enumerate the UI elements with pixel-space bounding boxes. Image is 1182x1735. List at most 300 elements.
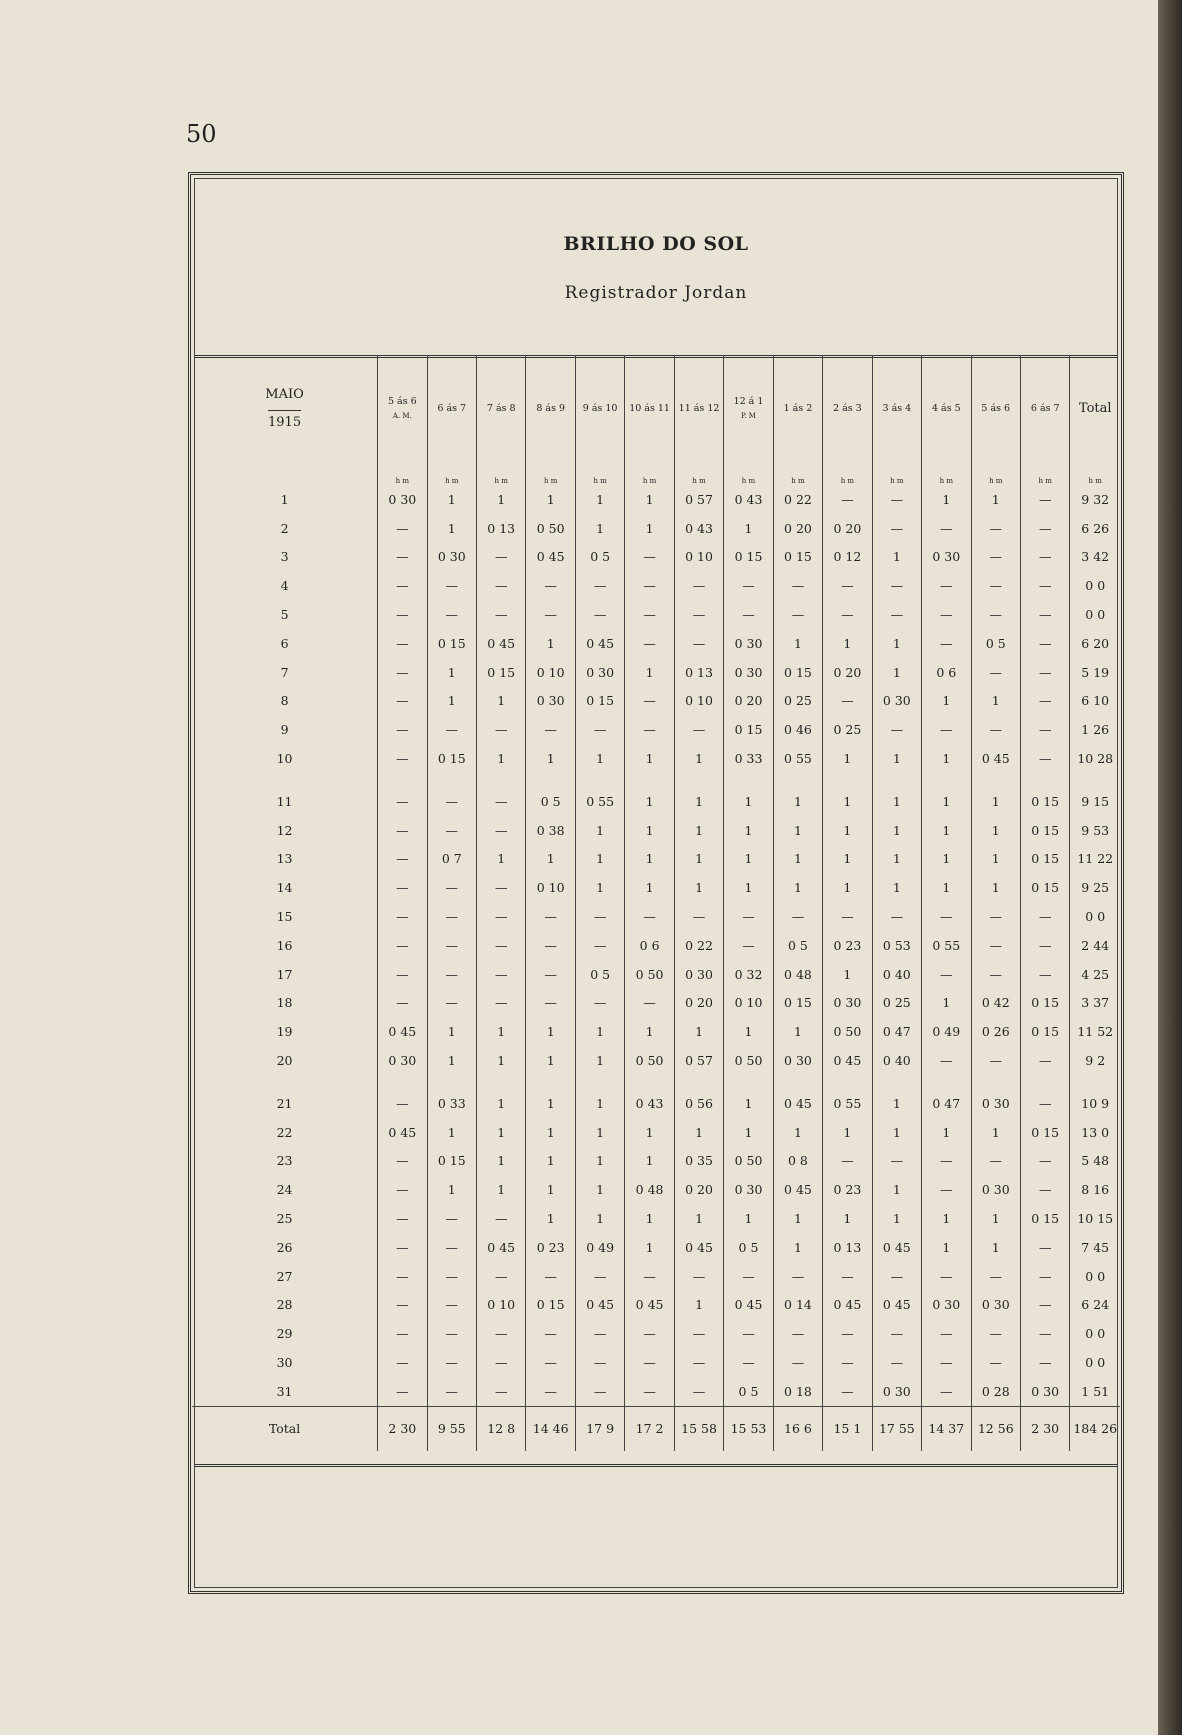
- year-label: 1915: [268, 410, 301, 435]
- sunshine-cell: 0 30: [724, 629, 773, 658]
- sunshine-cell: 1: [477, 1017, 526, 1046]
- row-total-cell: 0 0: [1070, 1348, 1120, 1377]
- sunshine-cell: —: [575, 1348, 624, 1377]
- row-total-cell: 5 19: [1070, 658, 1120, 687]
- hour-range-label: 8 ás 9: [536, 403, 566, 414]
- sunshine-cell: —: [427, 1233, 476, 1262]
- sunshine-cell: —: [625, 1319, 674, 1348]
- day-cell: 29: [276, 1326, 293, 1342]
- sunshine-cell: 1: [625, 787, 674, 816]
- sunshine-cell: 1: [526, 629, 575, 658]
- sunshine-cell: 1: [625, 816, 674, 845]
- column-total-cell: 2 30: [378, 1406, 427, 1451]
- sunshine-cell: —: [427, 1204, 476, 1233]
- sunshine-cell: 0 10: [674, 687, 723, 716]
- sunshine-cell: 0 10: [526, 873, 575, 902]
- sunshine-cell: 0 55: [773, 744, 822, 773]
- sunshine-cell: 1: [922, 1118, 971, 1147]
- spacer-cell: [971, 1075, 1020, 1089]
- sunshine-cell: 0 13: [674, 658, 723, 687]
- sunshine-cell: —: [378, 873, 427, 902]
- sunshine-cell: 1: [526, 1175, 575, 1204]
- spacer-cell: [823, 1075, 872, 1089]
- sunshine-cell: 1: [625, 485, 674, 514]
- sunshine-cell: 1: [526, 845, 575, 874]
- column-total-cell: 2 30: [1020, 1406, 1069, 1451]
- sunshine-cell: —: [427, 600, 476, 629]
- spacer-cell: [823, 773, 872, 787]
- sunshine-cell: 0 20: [773, 514, 822, 543]
- sunshine-cell: —: [477, 1319, 526, 1348]
- sunshine-cell: —: [477, 1204, 526, 1233]
- page-number: 50: [186, 120, 217, 148]
- table-row: [192, 989, 1120, 1018]
- sunshine-cell: —: [378, 687, 427, 716]
- sunshine-cell: —: [526, 989, 575, 1018]
- spacer-cell: [1020, 773, 1069, 787]
- sunshine-cell: —: [625, 1348, 674, 1377]
- sunshine-cell: —: [971, 1262, 1020, 1291]
- sunshine-cell: 1: [625, 1118, 674, 1147]
- hour-column-header: [823, 355, 872, 463]
- book-edge: [1158, 0, 1182, 1735]
- sunshine-cell: 0 25: [823, 715, 872, 744]
- sunshine-cell: 1: [575, 485, 624, 514]
- spacer-cell: [192, 773, 378, 787]
- sunshine-cell: —: [823, 1147, 872, 1176]
- sunshine-cell: 1: [922, 485, 971, 514]
- sunshine-cell: 0 13: [477, 514, 526, 543]
- sunshine-cell: 1: [526, 1118, 575, 1147]
- sunshine-cell: —: [823, 600, 872, 629]
- hour-range-label: 3 ás 4: [882, 403, 912, 414]
- sunshine-cell: —: [674, 571, 723, 600]
- sunshine-cell: —: [427, 1319, 476, 1348]
- sunshine-cell: 1: [823, 845, 872, 874]
- sunshine-cell: —: [922, 715, 971, 744]
- sunshine-cell: 1: [477, 744, 526, 773]
- sunshine-cell: —: [674, 1348, 723, 1377]
- sunshine-cell: —: [477, 989, 526, 1018]
- sunshine-cell: 1: [872, 816, 921, 845]
- sunshine-cell: —: [1020, 600, 1069, 629]
- sunshine-cell: 1: [724, 1017, 773, 1046]
- row-total-cell: 5 48: [1070, 1147, 1120, 1176]
- sunshine-cell: —: [378, 787, 427, 816]
- sunshine-cell: —: [971, 1046, 1020, 1075]
- sunshine-cell: —: [427, 960, 476, 989]
- sunshine-cell: —: [625, 1377, 674, 1406]
- sunshine-cell: —: [526, 600, 575, 629]
- sunshine-cell: 0 15: [1020, 787, 1069, 816]
- month-year-header: [192, 355, 378, 463]
- sunshine-cell: —: [378, 1204, 427, 1233]
- sunshine-cell: —: [1020, 485, 1069, 514]
- sunshine-cell: —: [575, 600, 624, 629]
- sunshine-cell: —: [378, 1377, 427, 1406]
- sunshine-cell: 0 30: [427, 543, 476, 572]
- spacer-cell: [575, 1075, 624, 1089]
- day-cell: 16: [276, 937, 293, 953]
- sunshine-cell: 0 30: [378, 485, 427, 514]
- sunshine-cell: —: [922, 1262, 971, 1291]
- row-total-cell: 0 0: [1070, 1262, 1120, 1291]
- sunshine-cell: 1: [427, 658, 476, 687]
- table-row: [192, 1233, 1120, 1262]
- sunshine-cell: 1: [674, 1017, 723, 1046]
- sunshine-cell: —: [378, 989, 427, 1018]
- unit-spacer: [192, 463, 378, 485]
- sunshine-cell: 1: [477, 1175, 526, 1204]
- sunshine-cell: —: [625, 543, 674, 572]
- unit-label: h m: [378, 463, 427, 485]
- sunshine-cell: 0 50: [526, 514, 575, 543]
- unit-label: h m: [526, 463, 575, 485]
- sunshine-cell: —: [427, 1377, 476, 1406]
- sunshine-table: [192, 355, 1120, 1451]
- sunshine-cell: 1: [625, 1147, 674, 1176]
- sunshine-cell: —: [872, 902, 921, 931]
- row-total-cell: 2 44: [1070, 931, 1120, 960]
- column-total-cell: 14 46: [526, 1406, 575, 1451]
- total-column-header: Total: [1070, 355, 1120, 463]
- row-total-cell: 3 37: [1070, 989, 1120, 1018]
- sunshine-cell: 0 10: [477, 1291, 526, 1320]
- table-row: [192, 1089, 1120, 1118]
- sunshine-cell: —: [477, 873, 526, 902]
- sunshine-cell: 0 45: [575, 1291, 624, 1320]
- footer-divider: [195, 1464, 1117, 1467]
- sunshine-cell: 1: [477, 845, 526, 874]
- sunshine-cell: 0 5: [773, 931, 822, 960]
- sunshine-cell: 1: [823, 1118, 872, 1147]
- sunshine-cell: 0 30: [526, 687, 575, 716]
- sunshine-cell: —: [674, 902, 723, 931]
- sunshine-cell: 1: [674, 845, 723, 874]
- hour-column-header: [477, 355, 526, 463]
- hour-range-label: 4 ás 5: [931, 403, 961, 414]
- sunshine-cell: —: [1020, 687, 1069, 716]
- spacer-cell: [477, 773, 526, 787]
- sunshine-cell: —: [1020, 960, 1069, 989]
- sunshine-cell: —: [1020, 543, 1069, 572]
- sunshine-cell: 1: [625, 845, 674, 874]
- day-cell: 6: [280, 635, 289, 651]
- sunshine-cell: 0 57: [674, 1046, 723, 1075]
- sunshine-cell: —: [872, 1348, 921, 1377]
- spacer-cell: [724, 1075, 773, 1089]
- column-total-cell: 14 37: [922, 1406, 971, 1451]
- sunshine-cell: 1: [674, 1204, 723, 1233]
- sunshine-cell: —: [922, 1175, 971, 1204]
- sunshine-cell: 0 45: [773, 1089, 822, 1118]
- sunshine-cell: 0 30: [872, 1377, 921, 1406]
- day-cell: 18: [276, 995, 293, 1011]
- sunshine-cell: 1: [477, 1089, 526, 1118]
- sunshine-cell: —: [724, 931, 773, 960]
- sunshine-cell: 0 45: [378, 1118, 427, 1147]
- sunshine-cell: 1: [575, 873, 624, 902]
- sunshine-cell: 1: [674, 873, 723, 902]
- day-cell: 14: [276, 880, 293, 896]
- sunshine-cell: —: [477, 902, 526, 931]
- spacer-cell: [477, 1075, 526, 1089]
- sunshine-cell: 1: [971, 1118, 1020, 1147]
- sunshine-cell: 1: [427, 1017, 476, 1046]
- sunshine-cell: —: [477, 715, 526, 744]
- unit-label: h m: [773, 463, 822, 485]
- day-cell: 11: [276, 793, 293, 809]
- sunshine-cell: —: [427, 1291, 476, 1320]
- column-total-cell: 9 55: [427, 1406, 476, 1451]
- spacer-cell: [625, 1075, 674, 1089]
- sunshine-cell: 1: [575, 1017, 624, 1046]
- sunshine-cell: —: [823, 1348, 872, 1377]
- hour-column-header: [526, 355, 575, 463]
- sunshine-cell: 1: [724, 787, 773, 816]
- column-total-cell: 15 53: [724, 1406, 773, 1451]
- sunshine-cell: —: [823, 687, 872, 716]
- sunshine-cell: 0 30: [378, 1046, 427, 1075]
- sunshine-cell: 0 8: [773, 1147, 822, 1176]
- sunshine-cell: 1: [477, 1118, 526, 1147]
- sunshine-cell: 0 6: [625, 931, 674, 960]
- sunshine-cell: 0 20: [823, 658, 872, 687]
- sunshine-cell: —: [1020, 902, 1069, 931]
- sunshine-cell: —: [575, 1319, 624, 1348]
- sunshine-cell: 1: [477, 485, 526, 514]
- sunshine-cell: 0 30: [922, 543, 971, 572]
- spacer-cell: [427, 773, 476, 787]
- table-row: [192, 931, 1120, 960]
- sunshine-cell: 1: [625, 658, 674, 687]
- sunshine-cell: 0 15: [427, 629, 476, 658]
- sunshine-cell: 1: [526, 744, 575, 773]
- sunshine-cell: —: [773, 1262, 822, 1291]
- sunshine-cell: 1: [477, 1046, 526, 1075]
- hour-range-label: 12 á 1: [733, 396, 764, 407]
- spacer-cell: [1070, 773, 1120, 787]
- sunshine-cell: 1: [724, 873, 773, 902]
- sunshine-cell: 1: [773, 1233, 822, 1262]
- sunshine-cell: 1: [823, 816, 872, 845]
- sunshine-cell: 0 30: [1020, 1377, 1069, 1406]
- table-row: [192, 1291, 1120, 1320]
- row-total-cell: 6 24: [1070, 1291, 1120, 1320]
- sunshine-cell: —: [872, 715, 921, 744]
- day-cell: 13: [276, 851, 293, 867]
- table-row: [192, 1017, 1120, 1046]
- sunshine-cell: —: [378, 658, 427, 687]
- sunshine-cell: 0 15: [526, 1291, 575, 1320]
- row-total-cell: 11 52: [1070, 1017, 1120, 1046]
- table-row: [192, 543, 1120, 572]
- row-total-cell: 13 0: [1070, 1118, 1120, 1147]
- table-row: [192, 1348, 1120, 1377]
- sunshine-cell: —: [378, 715, 427, 744]
- row-total-cell: 6 26: [1070, 514, 1120, 543]
- sunshine-cell: —: [477, 543, 526, 572]
- sunshine-cell: 1: [427, 1118, 476, 1147]
- sunshine-cell: —: [378, 1175, 427, 1204]
- sunshine-cell: 0 45: [477, 1233, 526, 1262]
- sunshine-cell: 0 10: [674, 543, 723, 572]
- sunshine-cell: —: [724, 1319, 773, 1348]
- sunshine-cell: 0 15: [1020, 816, 1069, 845]
- period-label: P. M: [741, 412, 756, 420]
- sunshine-cell: 1: [872, 658, 921, 687]
- sunshine-cell: 0 48: [625, 1175, 674, 1204]
- table-row: [192, 1262, 1120, 1291]
- sunshine-cell: —: [872, 514, 921, 543]
- hour-column-header: [971, 355, 1020, 463]
- row-total-cell: 7 45: [1070, 1233, 1120, 1262]
- sunshine-cell: —: [724, 902, 773, 931]
- sunshine-cell: —: [922, 902, 971, 931]
- sunshine-cell: —: [773, 902, 822, 931]
- sunshine-cell: 1: [773, 845, 822, 874]
- sunshine-cell: 1: [823, 744, 872, 773]
- unit-label: h m: [724, 463, 773, 485]
- sunshine-cell: 1: [575, 1118, 624, 1147]
- hour-column-header: [625, 355, 674, 463]
- sunshine-cell: 0 50: [625, 960, 674, 989]
- sunshine-cell: —: [378, 1319, 427, 1348]
- sunshine-cell: 1: [427, 1175, 476, 1204]
- sunshine-cell: —: [823, 485, 872, 514]
- sunshine-cell: 0 38: [526, 816, 575, 845]
- sunshine-cell: 1: [526, 1204, 575, 1233]
- sunshine-cell: —: [922, 960, 971, 989]
- sunshine-cell: —: [526, 1348, 575, 1377]
- unit-label: h m: [625, 463, 674, 485]
- spacer-cell: [872, 1075, 921, 1089]
- sunshine-cell: 1: [922, 845, 971, 874]
- sunshine-cell: 1: [872, 1089, 921, 1118]
- sunshine-cell: 1: [575, 744, 624, 773]
- sunshine-cell: 1: [823, 1204, 872, 1233]
- sunshine-cell: —: [378, 1348, 427, 1377]
- table-row: [192, 571, 1120, 600]
- sunshine-cell: 0 10: [724, 989, 773, 1018]
- sunshine-cell: —: [773, 1348, 822, 1377]
- table-row: [192, 715, 1120, 744]
- sunshine-cell: 0 15: [575, 687, 624, 716]
- sunshine-cell: —: [971, 1348, 1020, 1377]
- sunshine-cell: 1: [674, 744, 723, 773]
- table-row: [192, 816, 1120, 845]
- sunshine-cell: —: [724, 600, 773, 629]
- sunshine-cell: —: [575, 571, 624, 600]
- sunshine-cell: 1: [823, 873, 872, 902]
- sunshine-cell: 0 30: [922, 1291, 971, 1320]
- table-row: [192, 1147, 1120, 1176]
- sunshine-cell: 1: [971, 1204, 1020, 1233]
- sunshine-cell: 0 45: [823, 1291, 872, 1320]
- sunshine-cell: —: [1020, 514, 1069, 543]
- sunshine-cell: 0 18: [773, 1377, 822, 1406]
- sunshine-cell: —: [1020, 1233, 1069, 1262]
- table-row: [192, 514, 1120, 543]
- sunshine-cell: 1: [427, 687, 476, 716]
- hour-range-label: 6 ás 7: [1030, 403, 1060, 414]
- table-row: [192, 1118, 1120, 1147]
- unit-label: h m: [922, 463, 971, 485]
- sunshine-cell: —: [477, 960, 526, 989]
- sunshine-cell: —: [922, 1377, 971, 1406]
- sunshine-cell: —: [872, 1319, 921, 1348]
- day-cell: 19: [276, 1024, 293, 1040]
- sunshine-cell: —: [724, 1348, 773, 1377]
- sunshine-cell: —: [378, 931, 427, 960]
- sunshine-cell: 0 30: [971, 1089, 1020, 1118]
- sunshine-cell: —: [971, 902, 1020, 931]
- row-total-cell: 1 51: [1070, 1377, 1120, 1406]
- sunshine-cell: —: [477, 600, 526, 629]
- spacer-cell: [427, 1075, 476, 1089]
- sunshine-cell: —: [1020, 1262, 1069, 1291]
- hour-range-label: 2 ás 3: [833, 403, 862, 414]
- table-row: [192, 658, 1120, 687]
- sunshine-cell: —: [922, 514, 971, 543]
- sunshine-cell: —: [1020, 1291, 1069, 1320]
- sunshine-cell: —: [971, 715, 1020, 744]
- unit-label: h m: [575, 463, 624, 485]
- grand-total-cell: 184 26: [1070, 1406, 1120, 1451]
- sunshine-cell: —: [674, 1377, 723, 1406]
- hour-range-label: 1 ás 2: [783, 403, 813, 414]
- sunshine-cell: 1: [872, 845, 921, 874]
- sunshine-cell: 0 55: [575, 787, 624, 816]
- day-cell: 7: [280, 664, 289, 680]
- sunshine-cell: 1: [872, 744, 921, 773]
- sunshine-cell: 0 49: [575, 1233, 624, 1262]
- sunshine-cell: —: [922, 1348, 971, 1377]
- row-total-cell: 9 2: [1070, 1046, 1120, 1075]
- sunshine-cell: —: [625, 687, 674, 716]
- sunshine-cell: 1: [971, 816, 1020, 845]
- sunshine-cell: 0 5: [724, 1377, 773, 1406]
- sunshine-cell: 0 50: [724, 1046, 773, 1075]
- column-total-cell: 16 6: [773, 1406, 822, 1451]
- day-cell: 26: [276, 1239, 293, 1255]
- spacer-cell: [575, 773, 624, 787]
- sunshine-cell: —: [378, 1147, 427, 1176]
- sunshine-cell: 0 42: [971, 989, 1020, 1018]
- sunshine-cell: 0 45: [477, 629, 526, 658]
- row-total-cell: 9 25: [1070, 873, 1120, 902]
- day-cell: 2: [280, 520, 289, 536]
- sunshine-cell: 0 50: [625, 1046, 674, 1075]
- sunshine-cell: 0 23: [526, 1233, 575, 1262]
- sunshine-cell: —: [971, 1319, 1020, 1348]
- sunshine-cell: —: [427, 715, 476, 744]
- spacer-cell: [922, 773, 971, 787]
- sunshine-cell: 1: [922, 744, 971, 773]
- sunshine-cell: 1: [922, 1204, 971, 1233]
- sunshine-cell: 1: [575, 816, 624, 845]
- sunshine-cell: —: [427, 873, 476, 902]
- sunshine-cell: 1: [922, 873, 971, 902]
- hour-column-header: [922, 355, 971, 463]
- sunshine-cell: 0 30: [971, 1291, 1020, 1320]
- row-total-cell: 1 26: [1070, 715, 1120, 744]
- sunshine-cell: —: [872, 1147, 921, 1176]
- spacer-cell: [526, 773, 575, 787]
- sunshine-cell: —: [1020, 1089, 1069, 1118]
- sunshine-cell: 1: [971, 845, 1020, 874]
- sunshine-cell: 1: [773, 816, 822, 845]
